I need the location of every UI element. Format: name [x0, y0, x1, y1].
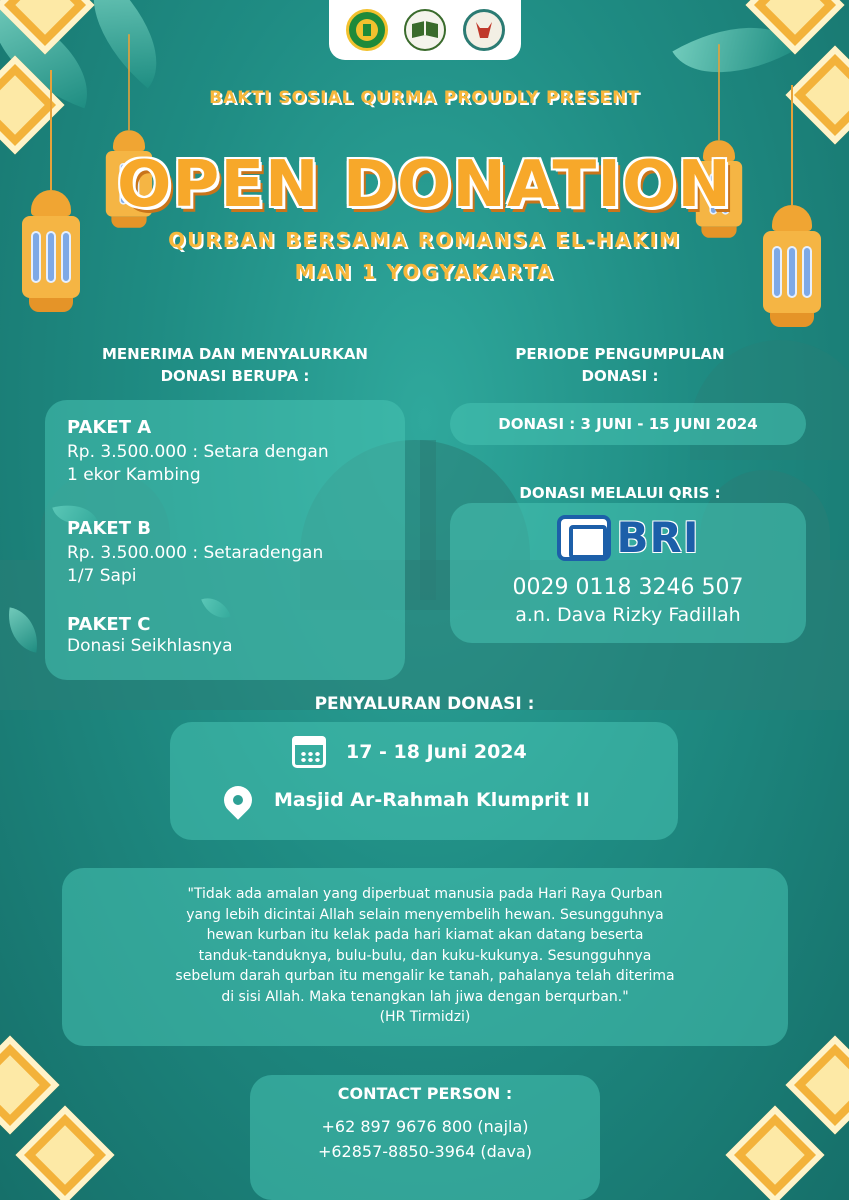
contact-heading: CONTACT PERSON :: [337, 1084, 513, 1103]
package-desc: 1/7 Sapi: [67, 566, 137, 586]
distribution-date-row: [292, 736, 527, 768]
quote-line: hewan kurban itu kelak pada hari kiamat akan datang beserta: [206, 927, 644, 943]
location-pin-icon: [218, 780, 258, 820]
star-ornament-icon: [786, 1036, 849, 1135]
packages-heading-1: MENERIMA DAN MENYALURKAN: [101, 345, 368, 363]
quote-line: sebelum darah qurban itu mengalir ke tanah, pahalanya telah diterima: [175, 968, 675, 984]
distribution-location: Masjid Ar-Rahmah Klumprit II: [274, 789, 590, 811]
package-price: Rp. 3.500.000 : Setara dengan: [67, 442, 329, 462]
distribution-date: 17 - 18 Juni 2024: [346, 741, 527, 763]
bri-logo: [450, 513, 806, 562]
quote-line: "Tidak ada amalan yang diperbuat manusia pada Hari Raya Qurban: [187, 886, 663, 902]
period-heading-2: DONASI :: [581, 367, 659, 385]
distribution-heading: PENYALURAN DONASI :: [314, 694, 535, 714]
period-heading-1: PERIODE PENGUMPULAN: [515, 345, 725, 363]
bank-name: BRI: [616, 513, 700, 562]
package-b: [67, 518, 407, 588]
contact-phone-2[interactable]: +62857-8850-3964 (dava): [317, 1142, 533, 1161]
quote-line: yang lebih dicintai Allah selain menyembelih hewan. Sesungguhnya: [186, 906, 664, 923]
period-text: DONASI : 3 JUNI - 15 JUNI 2024: [498, 415, 758, 433]
goat-icon: [463, 9, 505, 51]
hadith-quote: [62, 884, 788, 1028]
qris-heading: DONASI MELALUI QRIS :: [519, 484, 721, 502]
quote-line: di sisi Allah. Maka tenangkan lah jiwa dengan berqurban.": [221, 988, 629, 1005]
quote-source: (HR Tirmidzi): [379, 1009, 471, 1025]
quote-line: tanduk-tanduknya, bulu-bulu, dan kuku-kukunya. Sesungguhnya: [198, 947, 652, 964]
page-title: OPEN DONATION: [117, 148, 732, 222]
calendar-icon: [292, 736, 326, 768]
mosque-minaret-left: [420, 440, 436, 600]
star-ornament-icon: [726, 1106, 825, 1200]
star-ornament-icon: [16, 1106, 115, 1200]
distribution-location-row: [224, 786, 590, 814]
package-desc: Donasi Seikhlasnya: [67, 636, 233, 656]
contact-phone-1[interactable]: +62 897 9676 800 (najla): [321, 1117, 529, 1136]
subtitle-line-2: MAN 1 YOGYAKARTA: [294, 260, 555, 284]
presenter-text: BAKTI SOSIAL QURMA PROUDLY PRESENT: [209, 88, 640, 108]
package-name: PAKET C: [67, 614, 151, 635]
package-name: PAKET A: [67, 417, 152, 438]
quran-book-icon: [404, 9, 446, 51]
bri-logo-icon: [557, 515, 611, 561]
subtitle-line-1: QURBAN BERSAMA ROMANSA EL-HAKIM: [168, 228, 681, 252]
packages-heading-2: DONASI BERUPA :: [160, 367, 310, 385]
package-desc: 1 ekor Kambing: [67, 465, 201, 485]
account-number: 0029 0118 3246 507: [512, 575, 744, 600]
logo-strip: [329, 0, 521, 60]
package-price: Rp. 3.500.000 : Setaradengan: [67, 543, 324, 563]
package-c: [67, 614, 407, 658]
package-a: [67, 417, 407, 487]
kemenag-icon: [346, 9, 388, 51]
package-name: PAKET B: [67, 518, 151, 539]
account-holder: a.n. Dava Rizky Fadillah: [515, 604, 741, 626]
